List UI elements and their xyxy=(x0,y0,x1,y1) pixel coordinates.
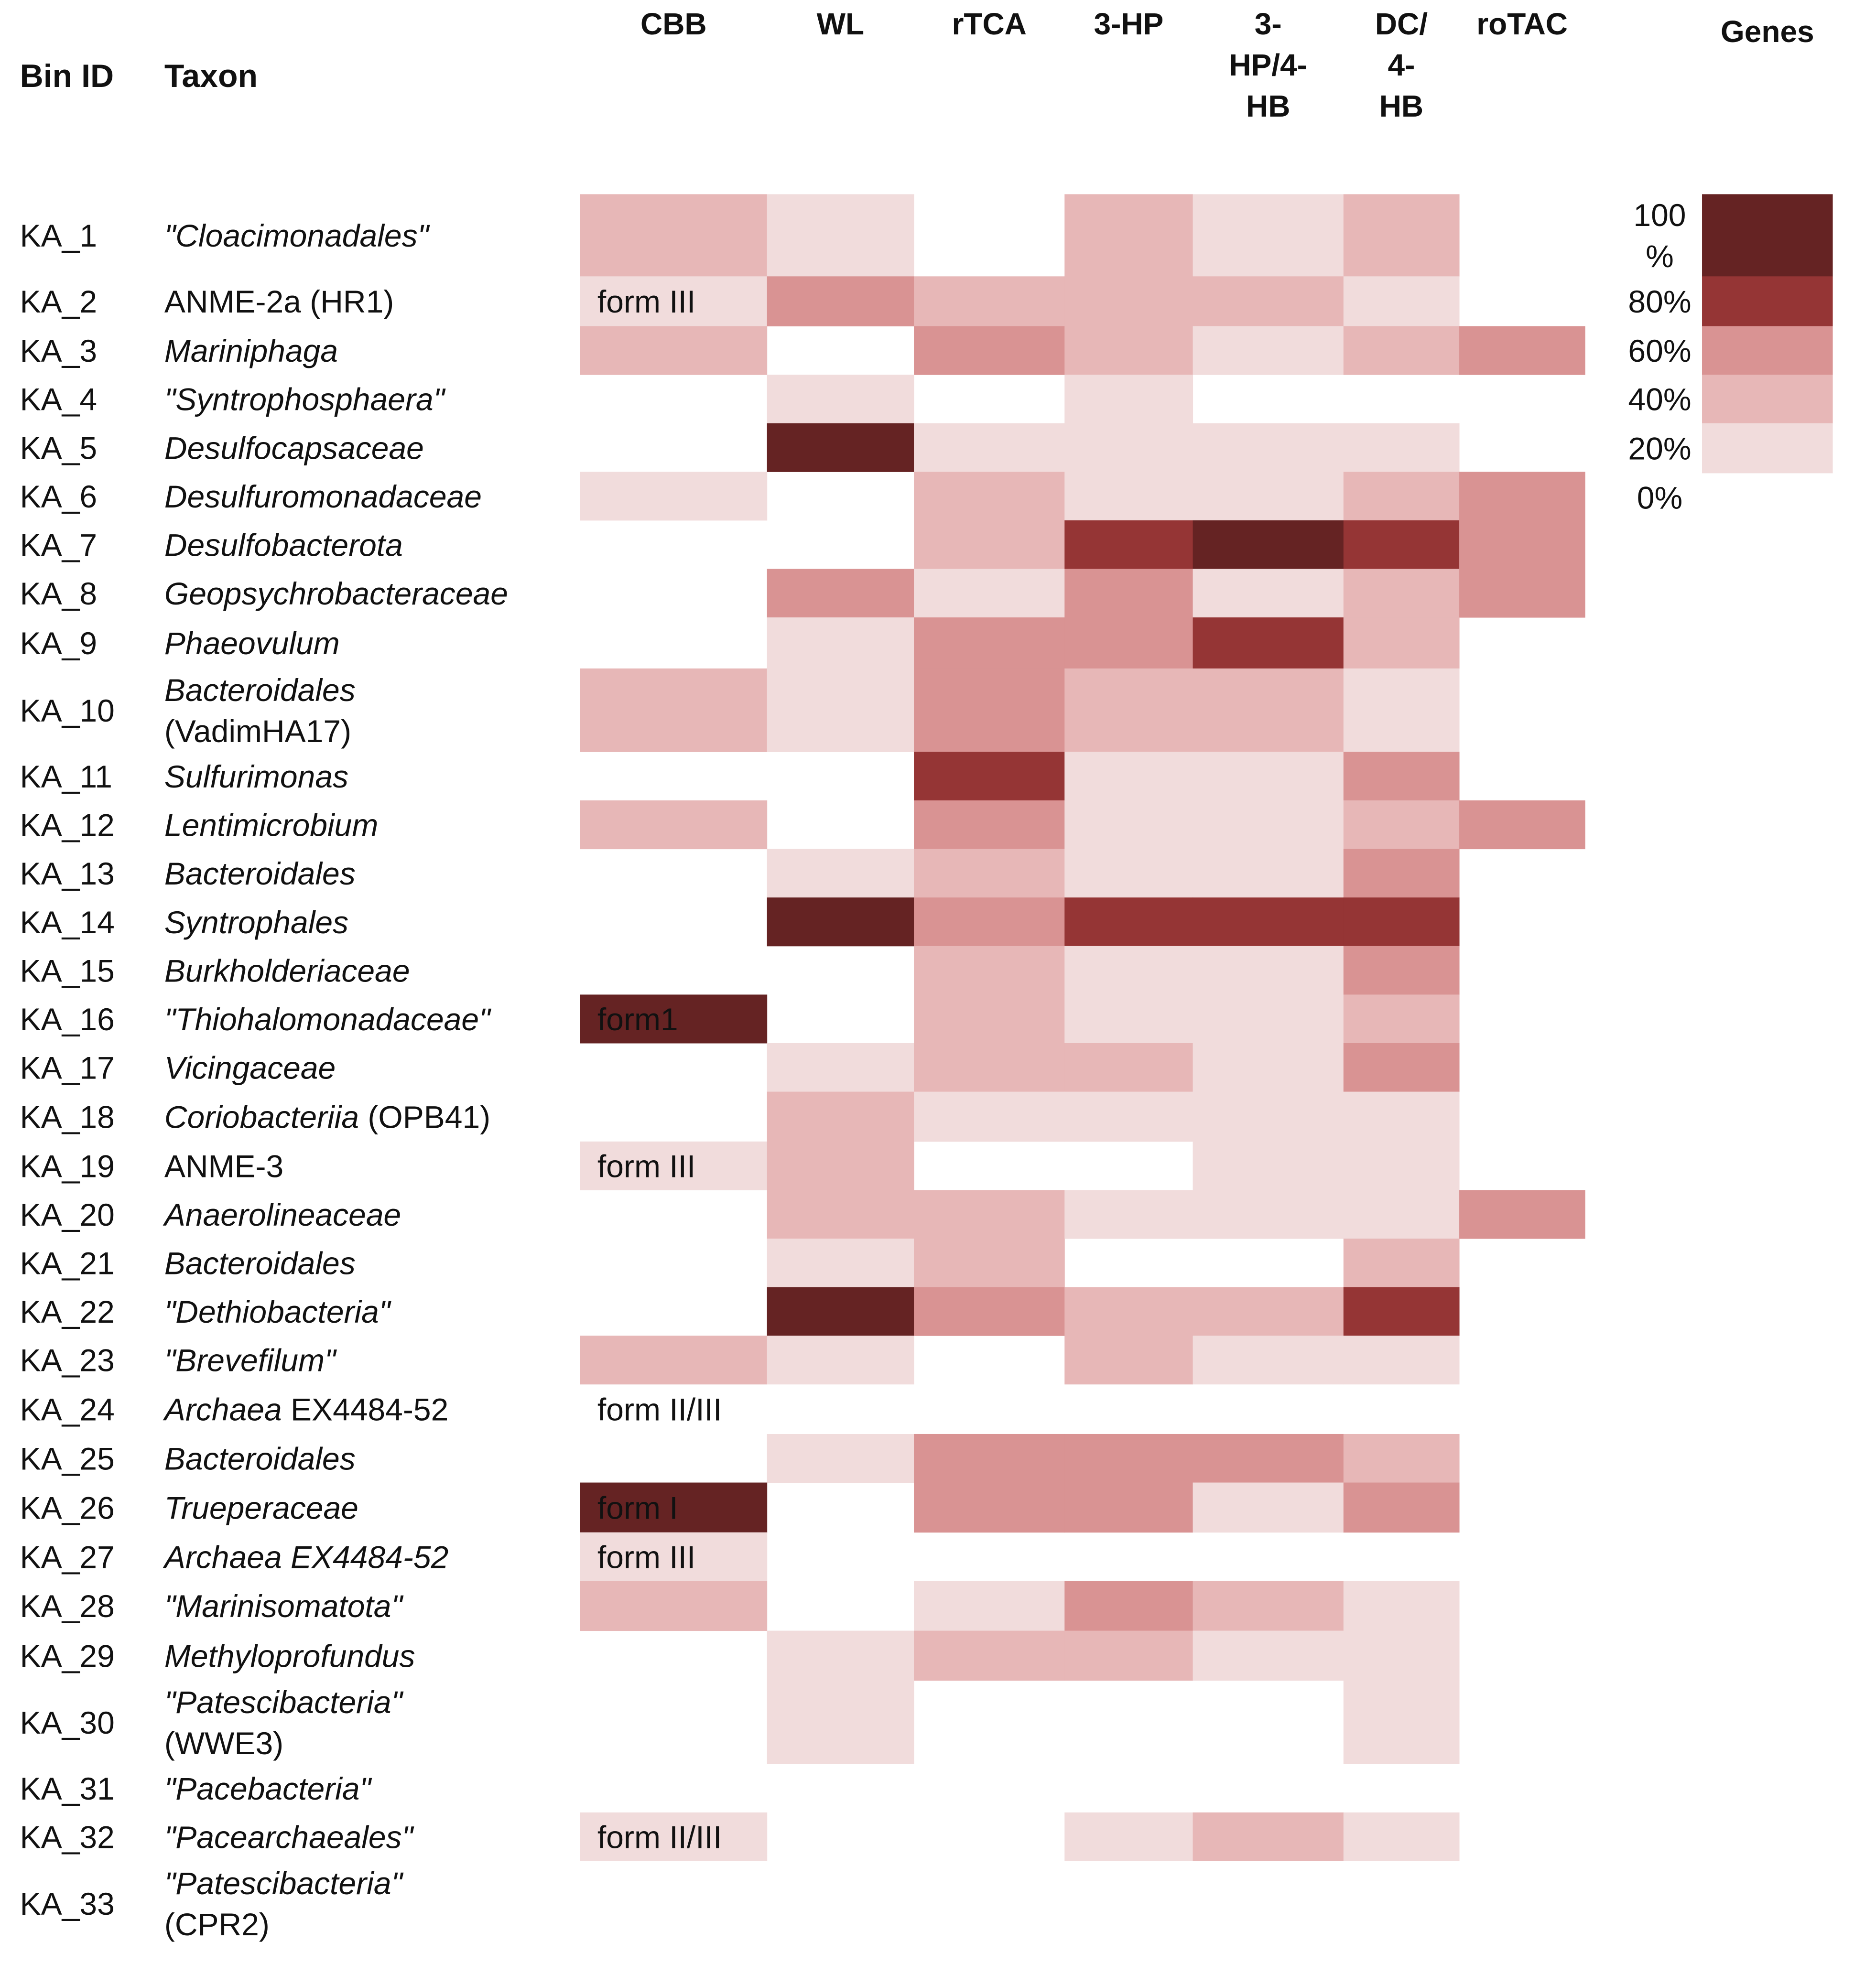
taxon-label: Bacteroidales (VadimHA17) xyxy=(164,672,356,749)
heatmap-cell xyxy=(767,276,914,326)
heatmap-cell xyxy=(914,800,1065,849)
taxon-label: Archaea EX4484-52 xyxy=(164,1392,449,1427)
taxon-label: Phaeovulum xyxy=(164,626,340,661)
taxon-label: "Pacebacteria" xyxy=(164,1770,371,1806)
bin-id-label: KA_12 xyxy=(20,807,115,843)
heatmap-cell xyxy=(914,752,1065,800)
heatmap-cell xyxy=(914,423,1065,472)
taxon-label: "Patescibacteria" (CPR2) xyxy=(164,1865,402,1942)
heatmap-cell xyxy=(1459,326,1585,375)
heatmap-cell xyxy=(1193,1336,1344,1384)
bin-id-label: KA_11 xyxy=(20,758,112,794)
heatmap-cell xyxy=(1064,1287,1193,1336)
column-headers xyxy=(640,7,1568,123)
heatmap-cell xyxy=(1193,617,1344,669)
taxon-label: Bacteroidales xyxy=(164,1441,356,1477)
heatmap-cell xyxy=(767,669,914,752)
heatmap-cell xyxy=(1064,1092,1193,1142)
heatmap-cell xyxy=(1193,423,1344,472)
heatmap-cell xyxy=(1193,849,1344,898)
legend-label: 80% xyxy=(1628,284,1692,320)
bin-id-label: KA_18 xyxy=(20,1099,115,1135)
bin-id-label: KA_30 xyxy=(20,1704,115,1740)
heatmap-cell xyxy=(914,1581,1065,1631)
bin-id-label: KA_27 xyxy=(20,1539,115,1575)
heatmap-cell xyxy=(767,1434,914,1483)
heatmap-cell xyxy=(1344,326,1460,375)
heatmap-cell xyxy=(1344,1631,1460,1681)
row-headers xyxy=(20,58,258,94)
heatmap-cell xyxy=(914,1043,1065,1092)
bin-id-label: KA_3 xyxy=(20,333,98,369)
bin-id-label: KA_23 xyxy=(20,1342,115,1378)
bin-id-label: KA_24 xyxy=(20,1392,115,1427)
heatmap-cell xyxy=(1344,1043,1460,1092)
taxon-label: Lentimicrobium xyxy=(164,807,379,843)
heatmap-cell xyxy=(1193,472,1344,520)
heatmap-cell xyxy=(580,194,767,276)
taxon-label: Syntrophales xyxy=(164,904,349,940)
heatmap-cell xyxy=(914,1287,1065,1336)
heatmap-cell xyxy=(767,423,914,472)
legend-label: 60% xyxy=(1628,333,1692,369)
legend-swatch xyxy=(1702,423,1833,474)
bin-id-label: KA_20 xyxy=(20,1197,115,1232)
bin-id-label: KA_1 xyxy=(20,218,98,254)
taxon-label: "Brevefilum" xyxy=(164,1342,336,1378)
heatmap-cell xyxy=(1344,1142,1460,1190)
legend-swatch xyxy=(1702,194,1833,276)
bin-id-label: KA_28 xyxy=(20,1588,115,1624)
bin-id-label: KA_26 xyxy=(20,1490,115,1526)
bin-id-label: KA_32 xyxy=(20,1819,115,1855)
heatmap-cell xyxy=(1064,276,1193,326)
heatmap-cell xyxy=(1344,849,1460,898)
taxon-label: "Marinisomatota" xyxy=(164,1588,402,1624)
heatmap-cell xyxy=(914,1434,1065,1483)
heatmap-cell xyxy=(1344,994,1460,1043)
heatmap-cell xyxy=(1064,423,1193,472)
heatmap-cell xyxy=(1344,1239,1460,1287)
column-header: roTAC xyxy=(1476,7,1568,41)
heatmap-cell xyxy=(1064,752,1193,800)
heatmap-cell xyxy=(914,1631,1065,1681)
cbb-form-label: form III xyxy=(597,1539,696,1575)
heatmap-cell xyxy=(1344,472,1460,520)
heatmap-cell xyxy=(1344,520,1460,569)
taxon-label: ANME-2a (HR1) xyxy=(164,284,394,320)
heatmap-cell xyxy=(1193,1483,1344,1533)
heatmap-cell xyxy=(1459,520,1585,569)
taxon-label: Vicingaceae xyxy=(164,1050,336,1086)
bin-id-label: KA_9 xyxy=(20,626,98,661)
bin-id-label: KA_4 xyxy=(20,381,98,417)
heatmap-cell xyxy=(767,194,914,276)
heatmap-cell xyxy=(914,1483,1065,1533)
heatmap-cell xyxy=(580,1336,767,1384)
legend-title: Genes xyxy=(1720,14,1814,49)
bin-id-label: KA_25 xyxy=(20,1441,115,1477)
heatmap-cell xyxy=(1193,194,1344,276)
heatmap-cell xyxy=(1193,994,1344,1043)
bin-id-label: KA_8 xyxy=(20,576,98,612)
legend xyxy=(1628,14,1833,516)
heatmap-cell xyxy=(767,1631,914,1681)
heatmap-cell xyxy=(1344,1287,1460,1336)
legend-label: 100 % xyxy=(1633,197,1686,274)
cbb-form-label: form I xyxy=(597,1490,678,1526)
heatmap-cell xyxy=(914,849,1065,898)
column-header: WL xyxy=(816,7,865,41)
heatmap-cell xyxy=(767,1239,914,1287)
heatmap-cell xyxy=(580,800,767,849)
column-header: 3-HP/4-HB xyxy=(1229,7,1307,123)
bin-id-label: KA_33 xyxy=(20,1886,115,1921)
taxon-label: "Syntrophosphaera" xyxy=(164,381,445,417)
taxon-label: Geopsychrobacteraceae xyxy=(164,576,508,612)
heatmap-cell xyxy=(914,1239,1065,1287)
bin-id-label: KA_5 xyxy=(20,430,98,466)
cbb-form-label: form III xyxy=(597,1148,696,1184)
heatmap-cell xyxy=(914,1190,1065,1239)
legend-label: 20% xyxy=(1628,431,1692,466)
heatmap-cell xyxy=(767,897,914,946)
heatmap-cell xyxy=(767,1043,914,1092)
taxon-label: ANME-3 xyxy=(164,1148,284,1184)
heatmap-cell xyxy=(1193,1812,1344,1861)
heatmap-cell xyxy=(1344,194,1460,276)
heatmap-cell xyxy=(1344,946,1460,995)
heatmap-cell xyxy=(914,520,1065,569)
taxon-label: Anaerolineaceae xyxy=(164,1197,401,1232)
cbb-form-label: form II/III xyxy=(597,1392,722,1427)
cbb-form-label: form III xyxy=(597,284,696,320)
taxon-label: "Pacearchaeales" xyxy=(164,1819,413,1855)
heatmap-cell xyxy=(1064,1812,1193,1861)
heatmap-cell xyxy=(1459,1190,1585,1239)
heatmap-cell xyxy=(1344,1483,1460,1533)
heatmap-cell xyxy=(1064,897,1193,946)
cbb-form-label: form II/III xyxy=(597,1819,722,1855)
heatmap-cell xyxy=(767,569,914,617)
heatmap-cell xyxy=(1064,1631,1193,1681)
heatmap-cell xyxy=(1193,1581,1344,1631)
heatmap-cell xyxy=(1344,669,1460,752)
taxon-label: Desulfobacterota xyxy=(164,527,403,563)
heatmap-cell xyxy=(1064,472,1193,520)
heatmap-cell xyxy=(1064,1581,1193,1631)
bin-id-label: KA_29 xyxy=(20,1638,115,1674)
taxon-label: Bacteroidales xyxy=(164,856,356,892)
taxon-label: Archaea EX4484-52 xyxy=(164,1539,449,1575)
heatmap-cell xyxy=(1193,1190,1344,1239)
heatmap-cell xyxy=(580,669,767,752)
heatmap-cell xyxy=(1459,472,1585,520)
heatmap-cell xyxy=(767,1092,914,1142)
column-header: rTCA xyxy=(952,7,1027,41)
bin-id-label: KA_21 xyxy=(20,1245,115,1281)
heatmap-cell xyxy=(1193,752,1344,800)
heatmap-cell xyxy=(1193,669,1344,752)
heatmap-cell xyxy=(914,326,1065,375)
taxon-header: Taxon xyxy=(164,58,258,94)
heatmap-cell xyxy=(767,1142,914,1190)
taxon-label: Trueperaceae xyxy=(164,1490,358,1526)
heatmap-cell xyxy=(1344,1434,1460,1483)
heatmap-cell xyxy=(1193,946,1344,995)
heatmap-cell xyxy=(1193,897,1344,946)
heatmap-cell xyxy=(1193,276,1344,326)
taxon-label: "Patescibacteria" (WWE3) xyxy=(164,1684,402,1761)
heatmap-cell xyxy=(1064,194,1193,276)
heatmap-cell xyxy=(1193,520,1344,569)
bin-id-label: KA_19 xyxy=(20,1148,115,1184)
heatmap-cell xyxy=(1193,1142,1344,1190)
heatmap-cell xyxy=(767,617,914,669)
heatmap-cell xyxy=(767,1287,914,1336)
cbb-form-label: form1 xyxy=(597,1001,678,1037)
heatmap-cell xyxy=(1064,617,1193,669)
taxon-label: "Dethiobacteria" xyxy=(164,1294,390,1330)
heatmap-cell xyxy=(1064,994,1193,1043)
heatmap-cell xyxy=(914,1092,1065,1142)
heatmap-cell xyxy=(1344,276,1460,326)
bin-id-header: Bin ID xyxy=(20,58,114,94)
legend-swatch xyxy=(1702,375,1833,423)
heatmap-cell xyxy=(914,897,1065,946)
legend-label: 0% xyxy=(1637,480,1683,516)
heatmap-cell xyxy=(1064,1336,1193,1384)
heatmap-cell xyxy=(914,617,1065,669)
taxon-label: "Thiohalomonadaceae" xyxy=(164,1001,490,1037)
heatmap-cell xyxy=(1064,946,1193,995)
bin-id-label: KA_10 xyxy=(20,692,115,728)
heatmap-cell xyxy=(580,472,767,520)
legend-label: 40% xyxy=(1628,381,1692,417)
taxon-label: Sulfurimonas xyxy=(164,758,349,794)
heatmap-cell xyxy=(1459,569,1585,617)
heatmap-cell xyxy=(1344,1681,1460,1764)
heatmap-cell xyxy=(914,472,1065,520)
column-header: DC/ 4-HB xyxy=(1375,7,1428,123)
bin-id-label: KA_13 xyxy=(20,856,115,892)
taxon-label: Bacteroidales xyxy=(164,1245,356,1281)
heatmap-cell xyxy=(914,994,1065,1043)
taxon-label: Mariniphaga xyxy=(164,333,338,369)
bin-id-label: KA_7 xyxy=(20,527,98,563)
bin-id-label: KA_14 xyxy=(20,904,115,940)
taxon-label: Coriobacteriia (OPB41) xyxy=(164,1099,491,1135)
heatmap-cell xyxy=(767,849,914,898)
bin-id-label: KA_6 xyxy=(20,478,98,514)
heatmap-cell xyxy=(1344,617,1460,669)
heatmap-cell xyxy=(1193,1631,1344,1681)
heatmap-cell xyxy=(1064,1043,1193,1092)
heatmap-cell xyxy=(767,375,914,423)
legend-swatch xyxy=(1702,276,1833,326)
heatmap-cell xyxy=(914,946,1065,995)
heatmap-cell xyxy=(914,669,1065,752)
heatmap-cell xyxy=(1344,1092,1460,1142)
heatmap-cell xyxy=(767,1190,914,1239)
heatmap-cell xyxy=(1064,849,1193,898)
heatmap-cell xyxy=(1064,375,1193,423)
heatmap-cell xyxy=(1064,1483,1193,1533)
heatmap-cell xyxy=(1344,1336,1460,1384)
column-header: 3-HP xyxy=(1094,7,1164,41)
heatmap-cell xyxy=(1459,800,1585,849)
taxon-label: Burkholderiaceae xyxy=(164,953,410,989)
legend-swatch xyxy=(1702,326,1833,375)
heatmap-cell xyxy=(1193,1287,1344,1336)
bin-id-label: KA_22 xyxy=(20,1294,115,1330)
heatmap-cell xyxy=(580,1581,767,1631)
heatmap-cell xyxy=(1064,800,1193,849)
heatmap-cell xyxy=(1344,1812,1460,1861)
heatmap-cell xyxy=(1064,520,1193,569)
column-header: CBB xyxy=(640,7,707,41)
heatmap-cell xyxy=(767,1681,914,1764)
bin-id-label: KA_15 xyxy=(20,953,115,989)
heatmap-cell xyxy=(1344,1190,1460,1239)
heatmap-cell xyxy=(767,1336,914,1384)
bin-id-label: KA_31 xyxy=(20,1770,115,1806)
taxon-label: Methyloprofundus xyxy=(164,1638,415,1674)
taxon-label: Desulfocapsaceae xyxy=(164,430,424,466)
heatmap-cell xyxy=(580,326,767,375)
heatmap-cell xyxy=(1193,569,1344,617)
taxon-label: "Cloacimonadales" xyxy=(164,218,429,254)
heatmap-cell xyxy=(1193,1092,1344,1142)
heatmap-cell xyxy=(1344,569,1460,617)
taxon-label: Desulfuromonadaceae xyxy=(164,478,482,514)
bin-id-label: KA_16 xyxy=(20,1001,115,1037)
heatmap-cell xyxy=(1064,569,1193,617)
heatmap-cell xyxy=(1344,752,1460,800)
heatmap-cell xyxy=(1193,1043,1344,1092)
heatmap-cell xyxy=(914,276,1065,326)
heatmap-cell xyxy=(1344,897,1460,946)
row-labels xyxy=(20,218,508,1942)
heatmap-cell xyxy=(1064,1434,1193,1483)
heatmap-cell xyxy=(914,569,1065,617)
bin-id-label: KA_2 xyxy=(20,284,98,320)
heatmap-cells xyxy=(580,194,1585,1861)
heatmap-cell xyxy=(1344,1581,1460,1631)
heatmap-cell xyxy=(1193,326,1344,375)
heatmap-cell xyxy=(1064,669,1193,752)
bin-id-label: KA_17 xyxy=(20,1050,115,1086)
heatmap-cell xyxy=(1064,1190,1193,1239)
heatmap-cell xyxy=(1193,800,1344,849)
heatmap-cell xyxy=(1344,423,1460,472)
heatmap-cell xyxy=(1344,800,1460,849)
heatmap-cell xyxy=(1193,1434,1344,1483)
heatmap-cell xyxy=(1064,326,1193,375)
